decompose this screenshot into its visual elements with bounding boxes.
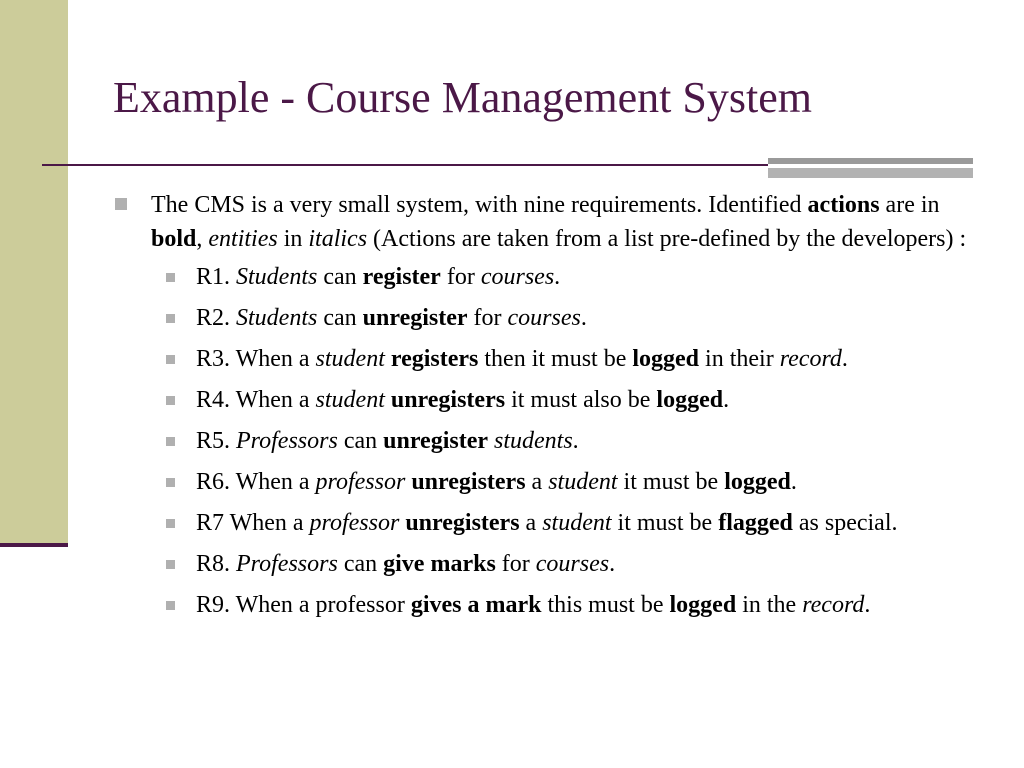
- text-segment: student: [542, 510, 612, 536]
- requirement-text: [196, 346, 848, 372]
- text-segment: it must be: [611, 510, 719, 536]
- text-segment: Professors: [236, 428, 338, 454]
- title-underline-rule: [42, 164, 768, 166]
- requirement-item: [163, 506, 983, 540]
- text-segment: R8.: [196, 551, 237, 577]
- text-segment: gives a mark: [410, 592, 542, 618]
- text-segment: unregisters: [405, 510, 520, 536]
- requirement-text: [196, 264, 560, 290]
- text-segment: The CMS is a very small system, with nine requirements. Identified: [151, 192, 808, 218]
- text-segment: can: [317, 264, 363, 290]
- requirement-item: [163, 260, 983, 294]
- text-segment: record: [802, 592, 865, 618]
- requirement-text: [196, 551, 615, 577]
- text-segment: italics: [308, 226, 368, 252]
- text-segment: unregisters: [411, 469, 526, 495]
- text-segment: this must be: [541, 592, 670, 618]
- text-segment: it must be: [617, 469, 725, 495]
- text-segment: .: [609, 551, 616, 577]
- text-segment: record: [779, 346, 842, 372]
- text-segment: entities: [208, 226, 278, 252]
- text-segment: in their: [699, 346, 780, 372]
- text-segment: R2.: [196, 305, 237, 331]
- intro-bullet: [113, 188, 983, 256]
- text-segment: professor: [315, 469, 406, 495]
- text-segment: .: [554, 264, 561, 290]
- text-segment: as special.: [792, 510, 898, 536]
- slide-content: [113, 188, 983, 629]
- text-segment: .: [723, 387, 730, 413]
- text-segment: actions: [807, 192, 880, 218]
- text-segment: courses: [535, 551, 610, 577]
- requirement-item: [163, 424, 983, 458]
- square-bullet-icon: [166, 314, 175, 323]
- requirements-list: [113, 260, 983, 622]
- text-segment: for: [467, 305, 508, 331]
- text-segment: ,: [196, 226, 209, 252]
- requirement-item: [163, 465, 983, 499]
- text-segment: R1.: [196, 264, 237, 290]
- text-segment: student: [315, 387, 385, 413]
- text-segment: R6. When a: [196, 469, 316, 495]
- requirement-text: [196, 387, 729, 413]
- text-segment: bold: [151, 226, 197, 252]
- text-segment: logged: [632, 346, 700, 372]
- square-bullet-icon: [166, 560, 175, 569]
- text-segment: can: [317, 305, 363, 331]
- requirement-item: [163, 383, 983, 417]
- text-segment: Students: [236, 264, 318, 290]
- square-bullet-icon: [166, 601, 175, 610]
- square-bullet-icon: [166, 437, 175, 446]
- requirement-item: [163, 301, 983, 335]
- text-segment: .: [790, 469, 797, 495]
- text-segment: .: [572, 428, 579, 454]
- text-segment: R7 When a: [196, 510, 310, 536]
- text-segment: for: [495, 551, 536, 577]
- text-segment: courses: [480, 264, 555, 290]
- text-segment: a: [519, 510, 543, 536]
- text-segment: a: [525, 469, 549, 495]
- text-segment: professor: [309, 510, 400, 536]
- text-segment: students: [494, 428, 573, 454]
- text-segment: logged: [669, 592, 737, 618]
- text-segment: logged: [724, 469, 791, 495]
- text-segment: Professors: [236, 551, 338, 577]
- text-segment: R9. When a professor: [196, 592, 411, 618]
- text-segment: register: [362, 264, 441, 290]
- text-segment: R5.: [196, 428, 237, 454]
- text-segment: student: [315, 346, 385, 372]
- requirement-item: [163, 588, 983, 622]
- requirement-text: [196, 305, 587, 331]
- requirement-text: [196, 428, 579, 454]
- requirement-text: [196, 592, 870, 618]
- requirement-text: [196, 510, 898, 536]
- text-segment: R3. When a: [196, 346, 316, 372]
- text-segment: courses: [507, 305, 581, 331]
- text-segment: for: [440, 264, 481, 290]
- text-segment: unregisters: [390, 387, 506, 413]
- requirement-item: [163, 342, 983, 376]
- square-bullet-icon: [166, 519, 175, 528]
- text-segment: unregister: [362, 305, 468, 331]
- square-bullet-icon: [115, 198, 127, 210]
- left-bar-rule: [0, 543, 68, 547]
- text-segment: in: [277, 226, 309, 252]
- square-bullet-icon: [166, 273, 175, 282]
- title-accent-bar-top: [768, 158, 973, 164]
- requirement-text: [196, 469, 797, 495]
- text-segment: logged: [656, 387, 724, 413]
- text-segment: give marks: [383, 551, 496, 577]
- square-bullet-icon: [166, 355, 175, 364]
- text-segment: then it must be: [478, 346, 633, 372]
- left-decorative-bar: [0, 0, 68, 545]
- text-segment: .: [841, 346, 848, 372]
- text-segment: registers: [390, 346, 479, 372]
- text-segment: .: [864, 592, 871, 618]
- text-segment: are in: [879, 192, 940, 218]
- text-segment: student: [548, 469, 618, 495]
- text-segment: can: [337, 551, 384, 577]
- title-accent-bar-bottom: [768, 168, 973, 178]
- text-segment: can: [337, 428, 384, 454]
- text-segment: R4. When a: [196, 387, 316, 413]
- square-bullet-icon: [166, 396, 175, 405]
- text-segment: it must also be: [505, 387, 657, 413]
- text-segment: Students: [236, 305, 318, 331]
- text-segment: flagged: [718, 510, 793, 536]
- requirement-item: [163, 547, 983, 581]
- text-segment: unregister: [383, 428, 488, 454]
- slide-title: Example - Course Management System: [113, 73, 812, 122]
- intro-text: [151, 192, 966, 252]
- square-bullet-icon: [166, 478, 175, 487]
- text-segment: in the: [736, 592, 803, 618]
- text-segment: (Actions are taken from a list pre-defined by the developers) :: [367, 226, 967, 252]
- text-segment: .: [580, 305, 587, 331]
